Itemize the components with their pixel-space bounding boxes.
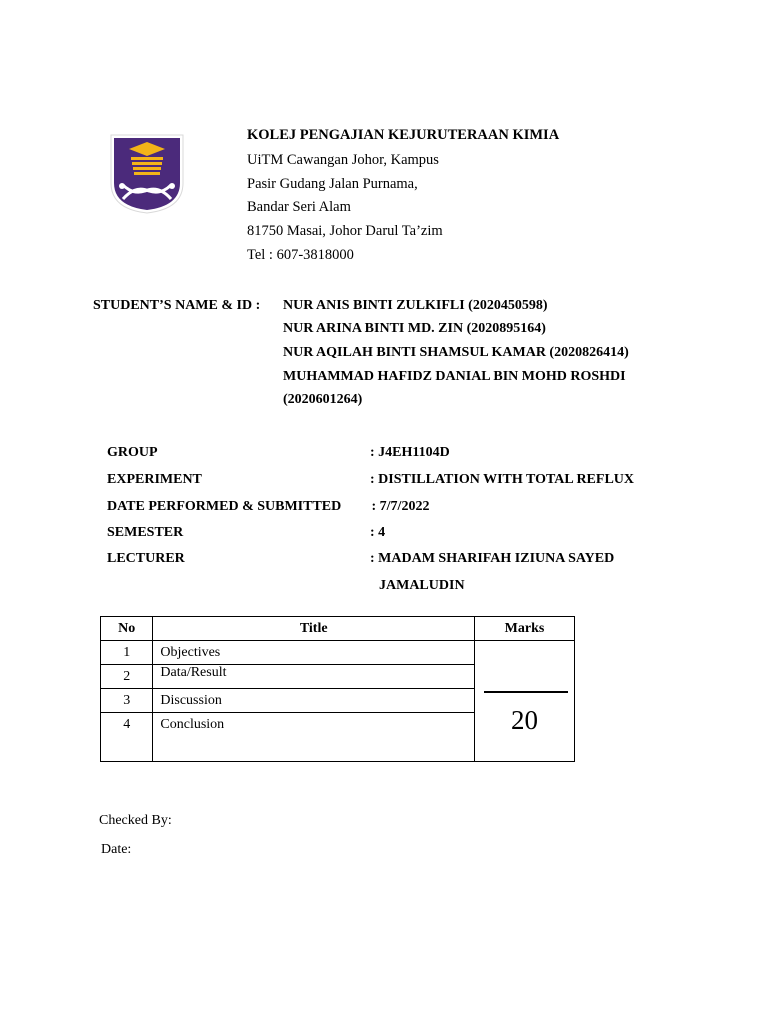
- row-title: Data/Result: [153, 665, 475, 689]
- group-value: : J4EH1104D: [370, 445, 450, 460]
- table-header-row: [101, 617, 575, 641]
- row-title: Conclusion: [153, 713, 475, 762]
- semester-label: SEMESTER: [107, 525, 184, 540]
- row-title: Discussion: [153, 689, 475, 713]
- lecturer-value: : MADAM SHARIFAH IZIUNA SAYED: [370, 551, 615, 566]
- address-line: UiTM Cawangan Johor, Kampus: [247, 152, 439, 168]
- row-no: 3: [101, 689, 153, 713]
- address-line: Bandar Seri Alam: [247, 199, 351, 215]
- semester-value: : 4: [370, 525, 386, 540]
- lecturer-value-continuation: JAMALUDIN: [379, 578, 465, 593]
- row-no: 2: [101, 665, 153, 689]
- students-label: STUDENT’S NAME & ID :: [93, 298, 264, 313]
- row-title: Objectives: [153, 641, 475, 665]
- group-label: GROUP: [107, 445, 158, 460]
- student-line: NUR ANIS BINTI ZULKIFLI (2020450598): [283, 298, 548, 313]
- marks-table: [100, 616, 575, 762]
- marks-cell: [475, 641, 575, 762]
- row-no: 1: [101, 641, 153, 665]
- header-no: No: [101, 617, 153, 641]
- date-value: : 7/7/2022: [368, 499, 430, 514]
- header-marks: Marks: [475, 617, 575, 641]
- lecturer-label: LECTURER: [107, 551, 185, 566]
- checked-by-label: Checked By:: [99, 813, 172, 828]
- experiment-value: : DISTILLATION WITH TOTAL REFLUX: [370, 472, 635, 487]
- date-footer-label: Date:: [101, 842, 132, 857]
- marks-divider: [484, 691, 568, 693]
- uitm-crest-icon: [109, 133, 185, 215]
- student-line: MUHAMMAD HAFIDZ DANIAL BIN MOHD ROSHDI: [283, 369, 626, 384]
- total-marks: 20: [511, 705, 539, 735]
- address-line: Pasir Gudang Jalan Purnama,: [247, 176, 418, 192]
- student-line: NUR AQILAH BINTI SHAMSUL KAMAR (2020826414): [283, 345, 629, 360]
- row-no: 4: [101, 713, 153, 762]
- date-label: DATE PERFORMED & SUBMITTED: [107, 499, 342, 514]
- telephone-line: Tel : 607-3818000: [247, 247, 354, 263]
- student-line: NUR ARINA BINTI MD. ZIN (2020895164): [283, 321, 546, 336]
- table-row: [101, 641, 575, 665]
- address-line: 81750 Masai, Johor Darul Ta’zim: [247, 223, 443, 239]
- header-title: Title: [153, 617, 475, 641]
- student-line: (2020601264): [283, 392, 363, 407]
- experiment-label: EXPERIMENT: [107, 472, 202, 487]
- institution-title: KOLEJ PENGAJIAN KEJURUTERAAN KIMIA: [247, 127, 560, 143]
